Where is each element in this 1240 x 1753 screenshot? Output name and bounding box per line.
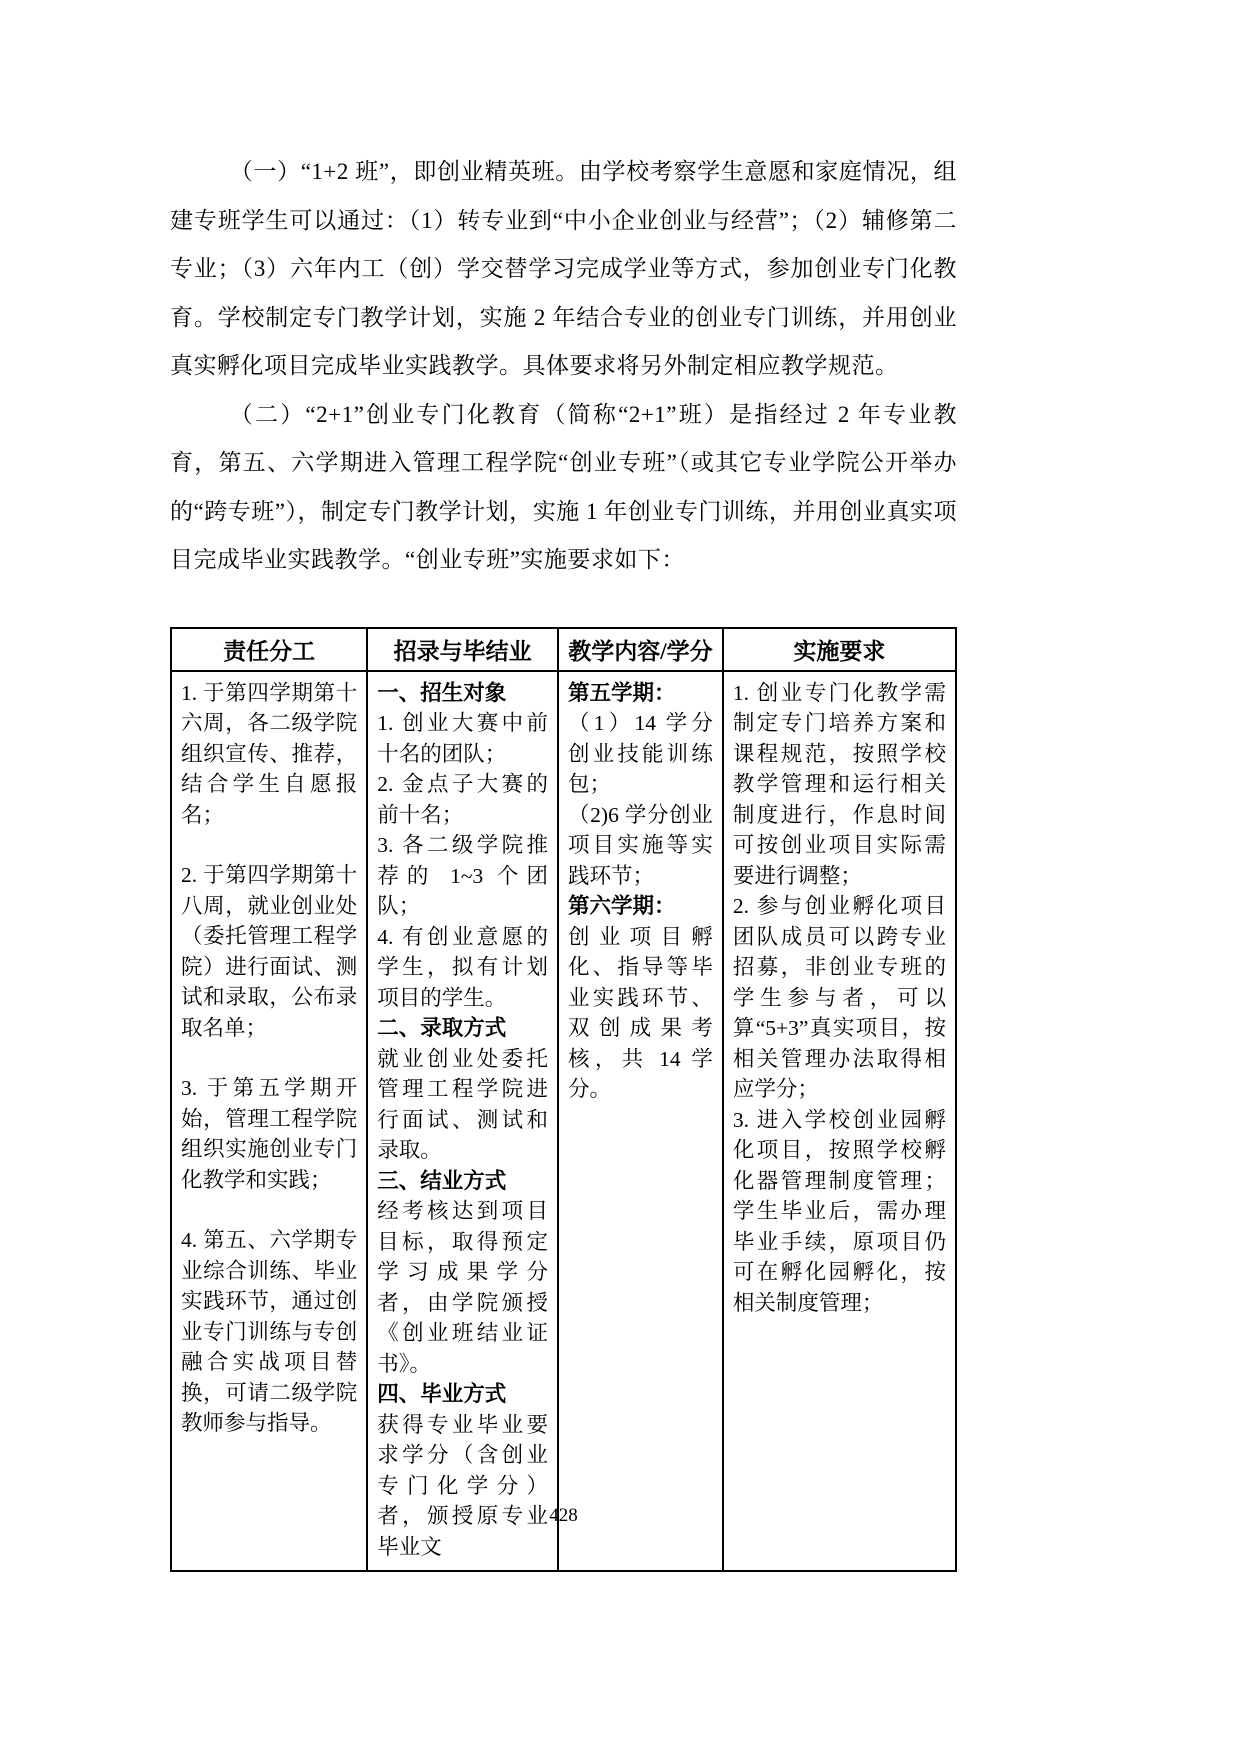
implementation-item: 1. 创业专门化教学需制定专门培养方案和课程规范，按照学校教学管理和运行相关制度进行，作息时间可按创业项目实际需要进行调整； (732, 680, 946, 888)
table-header-responsibility: 责任分工 (171, 628, 367, 671)
admission-item: 1. 创业大赛中前十名的团队； (377, 711, 548, 766)
admission-heading: 二、录取方式 (377, 1016, 507, 1040)
table-cell-implementation (723, 671, 956, 1572)
page-number: 428 (549, 1505, 578, 1526)
paragraph-2: （二）“2+1”创业专门化教育（简称“2+1”班）是指经过 2 年专业教育，第五、六学期进入管理工程学院“创业专班”（或其它专业学院公开举办的“跨专班”），制定专门教学计划，实施 1 年创业专门训练，并用创业真实项目完成毕业实践教学。“创业专班”实施要求如下： (170, 401, 957, 572)
table-body-row (171, 671, 956, 1572)
implementation-item: 3. 进入学校创业园孵化项目，按照学校孵化器管理制度管理；学生毕业后，需办理毕业手续，原项目仍可在孵化园孵化，按相关制度管理； (732, 1107, 946, 1315)
table-header-implementation: 实施要求 (723, 628, 956, 671)
responsibility-item: 1. 于第四学期第十六周，各二级学院组织宣传、推荐，结合学生自愿报名； (181, 680, 358, 827)
admission-item: 3. 各二级学院推荐的 1~3 个团队； (377, 833, 548, 918)
table-header-admission: 招录与毕结业 (367, 628, 558, 671)
admission-item: 经考核达到项目目标，取得预定学习成果学分者，由学院颁授《创业班结业证书》。 (377, 1199, 548, 1376)
teaching-item: （2)6 学分创业项目实施等实践环节； (568, 802, 713, 888)
admission-heading: 四、毕业方式 (377, 1382, 507, 1406)
teaching-item: （1）14 学分创业技能训练包； (568, 711, 713, 796)
admission-item: 就业创业处委托管理工程学院进行面试、测试和录取。 (377, 1046, 548, 1162)
admission-item: 2. 金点子大赛的前十名； (377, 772, 548, 827)
semester-heading: 第五学期： (568, 680, 676, 705)
table-header-teaching-content: 教学内容/学分 (558, 628, 723, 671)
implementation-item: 2. 参与创业孵化项目团队成员可以跨专业招募，非创业专班的学生参与者，可以算“5+3”真实项目，按相关管理办法取得相应学分； (732, 894, 946, 1101)
responsibility-item: 4. 第五、六学期专业综合训练、毕业实践环节，通过创业专门训练与专创融合实战项目替换，可请二级学院教师参与指导。 (181, 1228, 358, 1435)
body-text (170, 148, 957, 585)
table-cell-responsibility (171, 671, 367, 1572)
paragraph-1: （一）“1+2 班”，即创业精英班。由学校考察学生意愿和家庭情况，组建专班学生可以通过：（1）转专业到“中小企业创业与经营”；（2）辅修第二专业；（3）六年内工（创）学交替学习完成学业等方式，参加创业专门化教育。学校制定专门教学计划，实施 2 年结合专业的创业专门训练，并用创业真实孵化项目完成毕业实践教学。具体要求将另外制定相应教学规范。 (170, 159, 957, 378)
responsibility-item: 2. 于第四学期第十八周，就业创业处（委托管理工程学院）进行面试、测试和录取，公布录取名单； (181, 863, 358, 1040)
table-cell-teaching-content (558, 671, 723, 1572)
table-cell-admission (367, 671, 558, 1572)
admission-heading: 三、结业方式 (377, 1168, 507, 1193)
semester-heading: 第六学期： (568, 894, 676, 918)
admission-item: 获得专业毕业要求学分（含创业专门化学分）者，颁授原专业毕业文 (377, 1412, 548, 1559)
responsibility-item: 3. 于第五学期开始，管理工程学院组织实施创业专门化教学和实践； (181, 1076, 358, 1192)
admission-item: 4. 有创业意愿的学生，拟有计划项目的学生。 (377, 924, 548, 1010)
requirements-table (170, 627, 957, 1573)
admission-heading: 一、招生对象 (377, 680, 507, 705)
teaching-item: 创业项目孵化、指导等毕业实践环节、双创成果考核，共 14 学分。 (568, 924, 713, 1101)
table-header-row (171, 628, 956, 671)
